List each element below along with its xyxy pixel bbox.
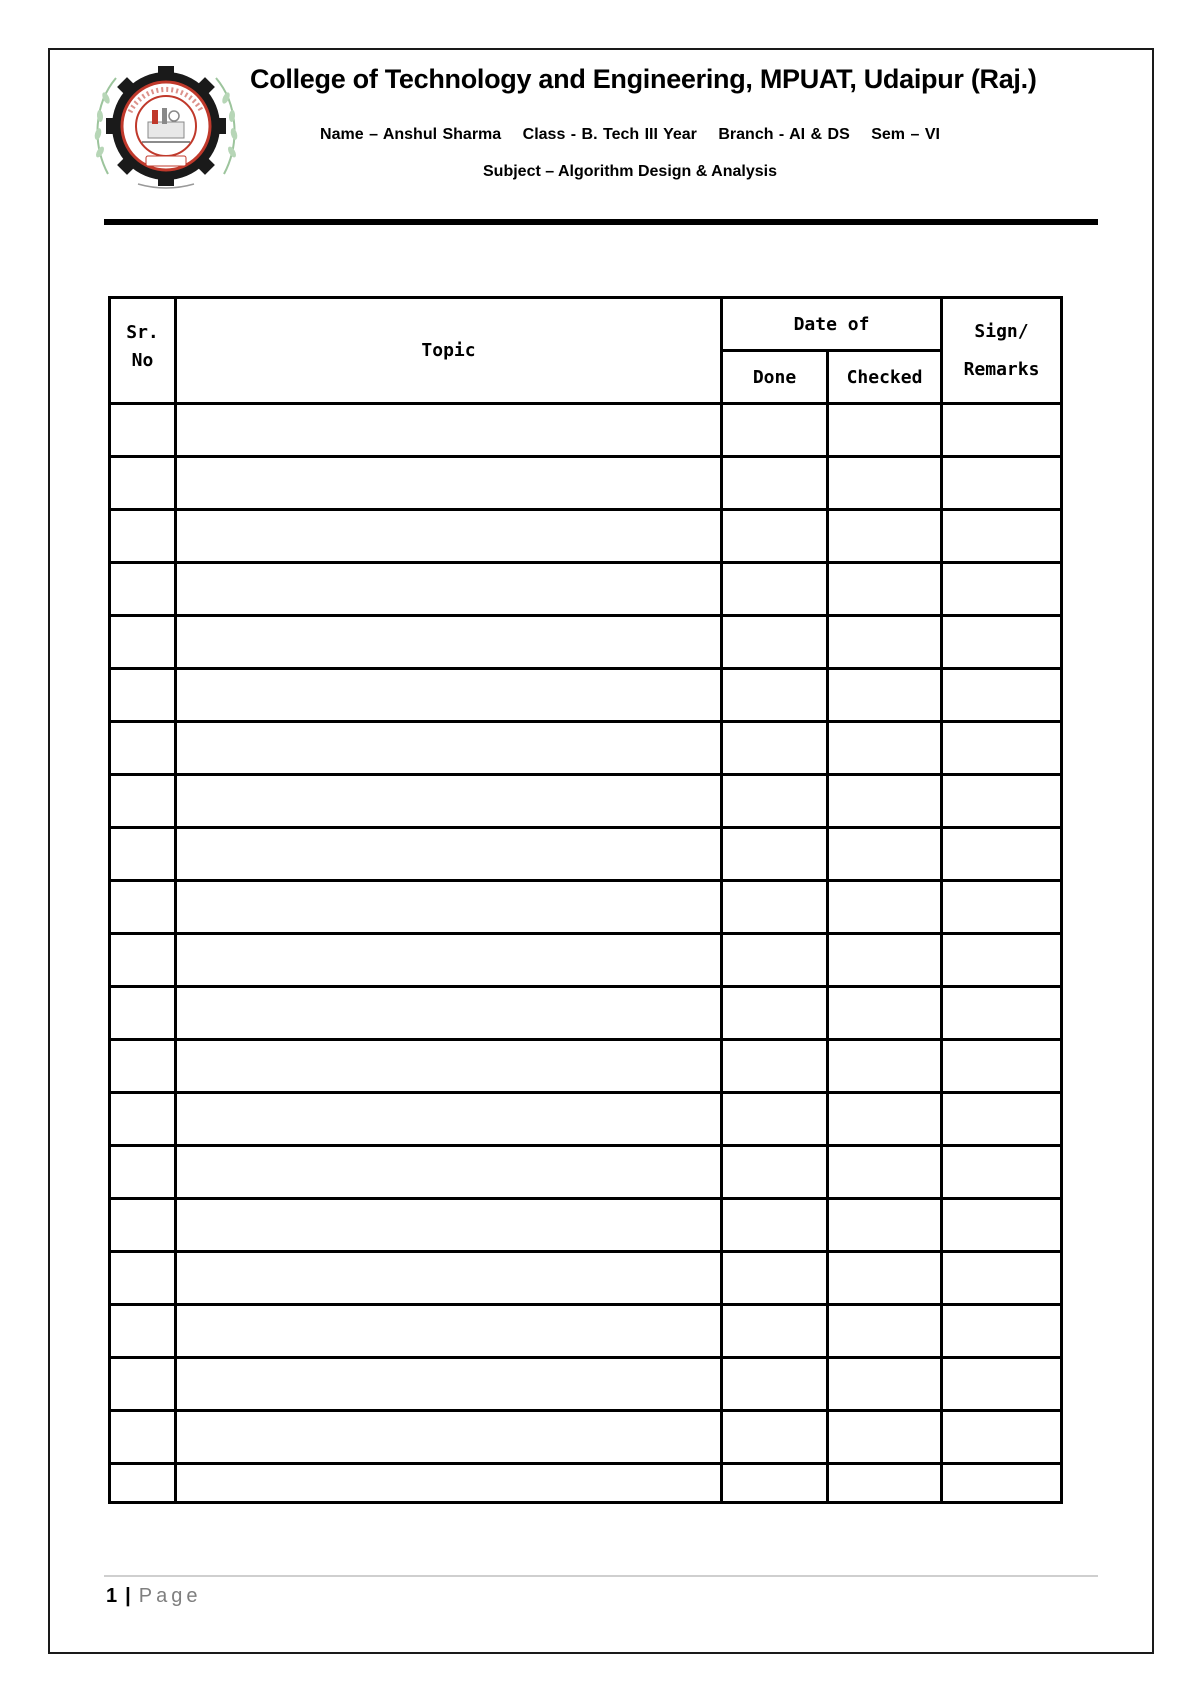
cell-sr-no: [110, 1358, 176, 1411]
table-row: [110, 934, 1062, 987]
cell-date-done: [722, 1199, 828, 1252]
cell-sign-remarks: [942, 775, 1062, 828]
student-info-line: [250, 126, 1010, 144]
table-body: [110, 404, 1062, 1503]
cell-date-done: [722, 987, 828, 1040]
table-row: [110, 1199, 1062, 1252]
cell-date-checked: [828, 1358, 942, 1411]
cell-date-checked: [828, 563, 942, 616]
cell-topic: [176, 722, 722, 775]
cell-sign-remarks: [942, 1146, 1062, 1199]
cell-sign-remarks: [942, 563, 1062, 616]
footer-divider: [104, 1575, 1098, 1577]
cell-sr-no: [110, 616, 176, 669]
cell-sr-no: [110, 669, 176, 722]
cell-date-done: [722, 934, 828, 987]
cell-topic: [176, 1411, 722, 1464]
cell-topic: [176, 616, 722, 669]
cell-topic: [176, 457, 722, 510]
cell-sign-remarks: [942, 987, 1062, 1040]
cell-topic: [176, 1358, 722, 1411]
cell-sr-no: [110, 934, 176, 987]
college-emblem-icon: [86, 64, 246, 194]
table-row: [110, 722, 1062, 775]
cell-date-done: [722, 1040, 828, 1093]
cell-sr-no: [110, 404, 176, 457]
cell-sr-no: [110, 775, 176, 828]
header-sign-remarks: [942, 298, 1062, 404]
cell-topic: [176, 1252, 722, 1305]
table-row: [110, 404, 1062, 457]
cell-date-done: [722, 616, 828, 669]
cell-date-checked: [828, 404, 942, 457]
cell-sign-remarks: [942, 1411, 1062, 1464]
student-semester: Sem – VI: [871, 126, 940, 143]
cell-date-checked: [828, 616, 942, 669]
cell-sr-no: [110, 1199, 176, 1252]
cell-date-checked: [828, 1146, 942, 1199]
header-topic: Topic: [176, 298, 722, 404]
table-row: [110, 616, 1062, 669]
table-row: [110, 510, 1062, 563]
cell-topic: [176, 510, 722, 563]
cell-date-done: [722, 828, 828, 881]
cell-topic: [176, 1040, 722, 1093]
page-label: Page: [138, 1585, 202, 1607]
cell-date-done: [722, 722, 828, 775]
cell-sr-no: [110, 1411, 176, 1464]
cell-date-done: [722, 1305, 828, 1358]
table-row: [110, 669, 1062, 722]
cell-date-checked: [828, 1305, 942, 1358]
cell-topic: [176, 1464, 722, 1503]
table-row: [110, 881, 1062, 934]
cell-date-checked: [828, 1040, 942, 1093]
cell-sign-remarks: [942, 722, 1062, 775]
table-row: [110, 828, 1062, 881]
student-branch: Branch - AI & DS: [718, 126, 850, 143]
cell-sign-remarks: [942, 881, 1062, 934]
cell-date-checked: [828, 881, 942, 934]
cell-sr-no: [110, 1252, 176, 1305]
header-sr-no-line1: Sr.: [126, 322, 159, 343]
cell-sr-no: [110, 1464, 176, 1503]
cell-date-checked: [828, 457, 942, 510]
cell-sign-remarks: [942, 1358, 1062, 1411]
cell-sr-no: [110, 828, 176, 881]
table-row: [110, 1464, 1062, 1503]
cell-date-checked: [828, 934, 942, 987]
cell-topic: [176, 881, 722, 934]
cell-topic: [176, 1305, 722, 1358]
cell-topic: [176, 1093, 722, 1146]
header-done: Done: [722, 351, 828, 404]
table-row: [110, 457, 1062, 510]
cell-topic: [176, 775, 722, 828]
cell-date-done: [722, 1252, 828, 1305]
header-divider: [104, 219, 1098, 225]
cell-date-checked: [828, 1464, 942, 1503]
table-row: [110, 775, 1062, 828]
cell-date-done: [722, 1358, 828, 1411]
cell-date-checked: [828, 722, 942, 775]
header-sr-no-line2: No: [131, 350, 154, 371]
index-table: [108, 296, 1063, 1504]
cell-date-checked: [828, 1199, 942, 1252]
table-row: [110, 1040, 1062, 1093]
cell-topic: [176, 1146, 722, 1199]
cell-date-checked: [828, 1411, 942, 1464]
header-checked: Checked: [828, 351, 942, 404]
cell-date-done: [722, 404, 828, 457]
header-sign-line2: Remarks: [963, 358, 1040, 380]
cell-sign-remarks: [942, 669, 1062, 722]
cell-date-done: [722, 563, 828, 616]
cell-sign-remarks: [942, 510, 1062, 563]
cell-sr-no: [110, 510, 176, 563]
college-title: College of Technology and Engineering, MPUAT, Udaipur (Raj.): [250, 64, 1037, 94]
cell-sign-remarks: [942, 457, 1062, 510]
cell-topic: [176, 934, 722, 987]
cell-date-checked: [828, 1093, 942, 1146]
cell-date-done: [722, 669, 828, 722]
table-row: [110, 1305, 1062, 1358]
cell-topic: [176, 563, 722, 616]
student-name: Name – Anshul Sharma: [320, 126, 502, 143]
cell-topic: [176, 828, 722, 881]
cell-date-done: [722, 775, 828, 828]
table-row: [110, 563, 1062, 616]
cell-sign-remarks: [942, 616, 1062, 669]
cell-sr-no: [110, 1093, 176, 1146]
cell-sr-no: [110, 457, 176, 510]
cell-date-checked: [828, 828, 942, 881]
page-footer: [106, 1585, 201, 1608]
header-sr-no: [110, 298, 176, 404]
cell-date-done: [722, 1093, 828, 1146]
cell-date-checked: [828, 1252, 942, 1305]
cell-sr-no: [110, 1146, 176, 1199]
cell-date-done: [722, 510, 828, 563]
cell-topic: [176, 987, 722, 1040]
cell-date-done: [722, 1464, 828, 1503]
cell-sign-remarks: [942, 1199, 1062, 1252]
cell-sign-remarks: [942, 828, 1062, 881]
cell-date-checked: [828, 987, 942, 1040]
cell-sign-remarks: [942, 1305, 1062, 1358]
header-sign-line1: Sign/: [974, 320, 1029, 342]
cell-topic: [176, 404, 722, 457]
cell-sign-remarks: [942, 1040, 1062, 1093]
table-row: [110, 1411, 1062, 1464]
cell-date-checked: [828, 669, 942, 722]
table-header-row: [110, 298, 1062, 351]
cell-sign-remarks: [942, 934, 1062, 987]
table-row: [110, 987, 1062, 1040]
cell-date-checked: [828, 775, 942, 828]
table-row: [110, 1358, 1062, 1411]
cell-date-done: [722, 881, 828, 934]
table-row: [110, 1252, 1062, 1305]
cell-date-done: [722, 1146, 828, 1199]
footer-separator: |: [125, 1585, 131, 1607]
cell-sr-no: [110, 881, 176, 934]
cell-date-done: [722, 457, 828, 510]
cell-date-done: [722, 1411, 828, 1464]
student-class: Class - B. Tech III Year: [522, 126, 697, 143]
cell-sr-no: [110, 563, 176, 616]
cell-sr-no: [110, 1305, 176, 1358]
cell-sr-no: [110, 1040, 176, 1093]
cell-topic: [176, 669, 722, 722]
cell-sr-no: [110, 722, 176, 775]
cell-sign-remarks: [942, 1464, 1062, 1503]
cell-date-checked: [828, 510, 942, 563]
subject-line: Subject – Algorithm Design & Analysis: [483, 163, 777, 180]
page-number: 1: [106, 1585, 118, 1607]
table-row: [110, 1146, 1062, 1199]
cell-sign-remarks: [942, 1252, 1062, 1305]
header-date-of: Date of: [722, 298, 942, 351]
cell-topic: [176, 1199, 722, 1252]
cell-sign-remarks: [942, 404, 1062, 457]
table-row: [110, 1093, 1062, 1146]
cell-sign-remarks: [942, 1093, 1062, 1146]
cell-sr-no: [110, 987, 176, 1040]
